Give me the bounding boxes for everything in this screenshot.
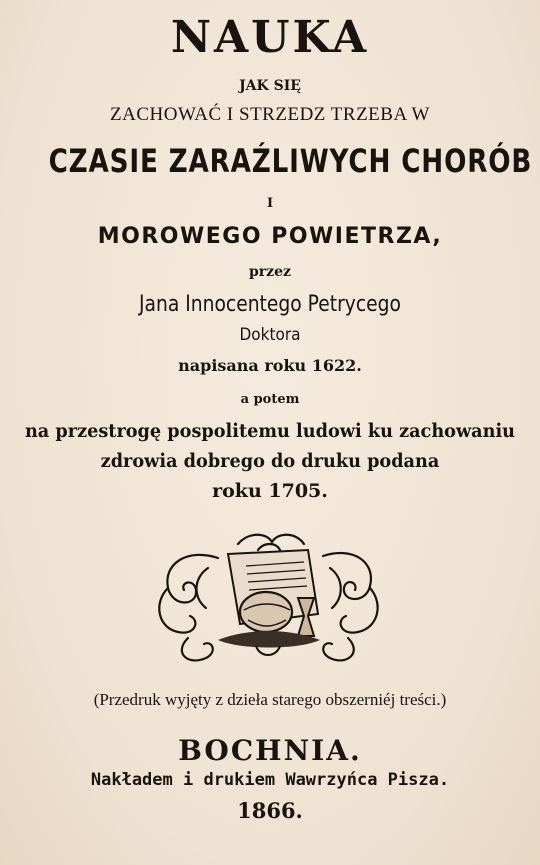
purpose-line-2: zdrowia dobrego do druku podana [100, 450, 440, 472]
written-line: napisana roku 1622. [178, 356, 362, 375]
second-heading: MOROWEGO POWIETRZA, [97, 224, 443, 249]
subtitle-small: JAK SIĘ [239, 78, 301, 94]
reprint-note: (Przedruk wyjęty z dzieła starego obszerniéj treści.) [93, 690, 447, 709]
conjunction: I [266, 196, 274, 211]
book-title: NAUKA [170, 12, 370, 63]
publisher-line: Nakładem i drukiem Wawrzyńca Pisza. [90, 770, 450, 790]
author-title: Doktora [239, 325, 301, 345]
purpose-year: roku 1705. [212, 480, 328, 502]
subtitle-line: ZACHOWAĆ I STRZEDZ TRZEBA W [110, 104, 430, 125]
publication-place: BOCHNIA. [178, 734, 362, 767]
by-label: przez [249, 264, 291, 280]
purpose-line-1: na przestrogę pospolitemu ludowi ku zachowaniu [24, 420, 516, 442]
main-heading: CZASIE ZARAŹLIWYCH CHORÓB [48, 142, 533, 180]
publication-year: 1866. [237, 798, 303, 823]
then-label: a potem [240, 392, 300, 407]
ornamental-vignette [148, 528, 388, 668]
author-name: Jana Innocentego Petrycego [139, 292, 401, 317]
